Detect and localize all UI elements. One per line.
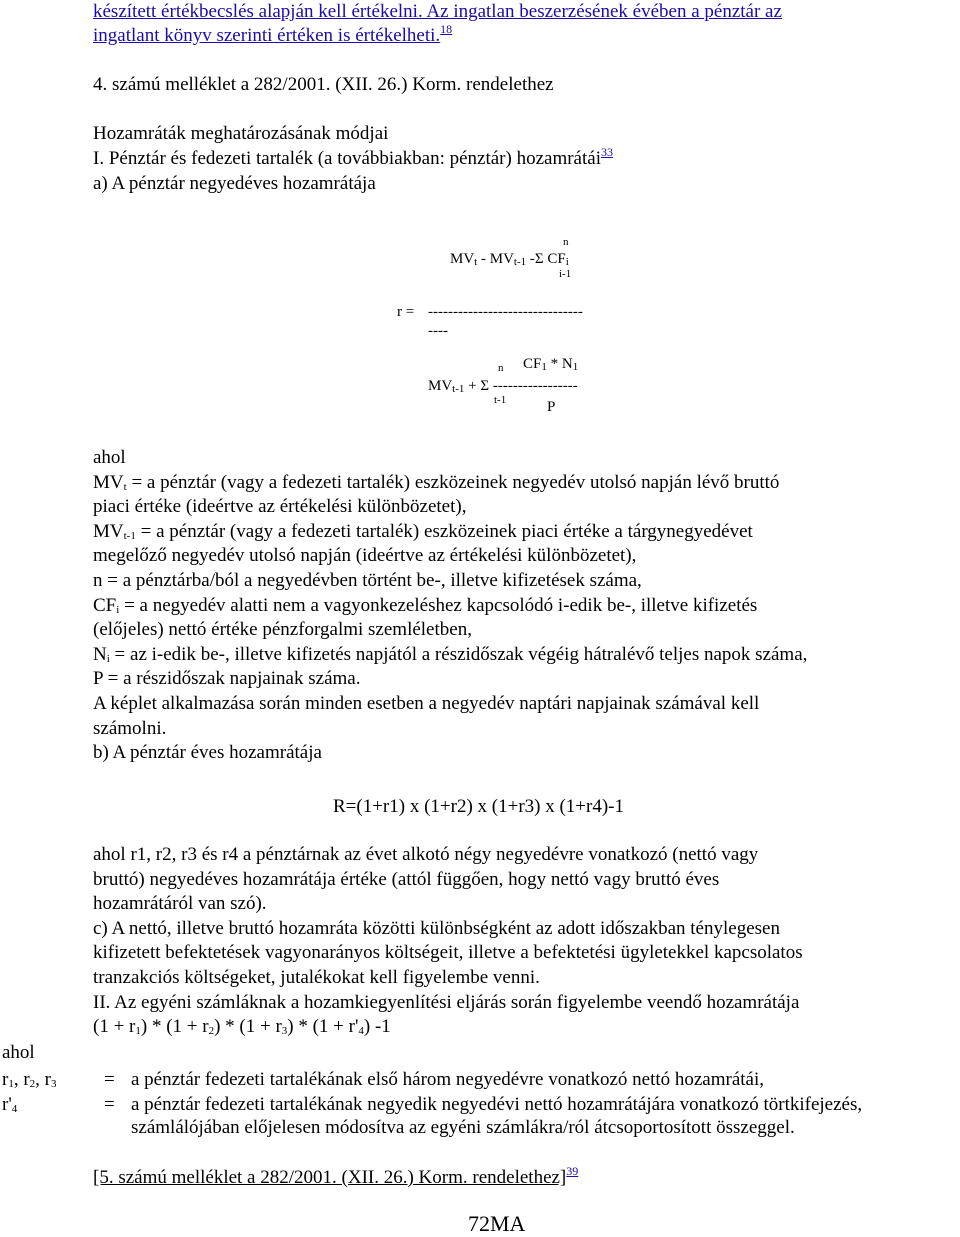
def-cf: $CF_i = a$ negyedév alatti nem a vagyonkezeléshez kapcsolódó i-edik be-, illetve kifizetés [93, 594, 758, 616]
annual-return-formula: R=(1+r1) x (1+r2) x (1+r3) x (1+r4)-1 [333, 796, 625, 817]
formula-fraction-bar: ------------------------------- [428, 304, 583, 320]
formula-r-equals: r = [397, 304, 415, 320]
bottom-reference-text[interactable]: [5. számú melléklet a 282/2001. (XII. 26.) Korm. rendelethez] [93, 1167, 567, 1188]
section-title: Hozamráták meghatározásának módjai [93, 123, 389, 144]
part-one-heading: I. Pénztár és fedezeti tartalék (a továbbiakban: pénztár) hozamrátái$^{33}$ [93, 145, 613, 169]
legend-eq-2: = [104, 1094, 115, 1115]
def-mvt1: $MV_{t-1} = a$ pénztár (vagy a fedezeti tartalék) eszközeinek piaci értéke a tárgynegyedévet [93, 520, 753, 542]
formula-denominator: $MV_{t-1} + \Sigma$ ----------------- [428, 378, 578, 395]
part-b-explanation: ahol r1, r2, r3 és r4 a pénztárnak az évet alkotó négy negyedévre vonatkozó (nettó vagy bruttó) negyedéves hozamrátája értéke (attól függően, hogy nettó vagy bruttó éves hozamrátáról van szó). c) A nettó, illetve bruttó hozamráta közötti különbségként az adott időszakban ténylegesen kifizetett befektetések vagyonarányos költségeit, illetve a befektetési ügyletekkel kapcsolatos tranzakciós költségeket, jutalékokat kell figyelembe venni. II. Az egyéni számláknak a hozamkiegyenlítési eljárás során figyelembe veendő hozamrátája $(1 + r_1) * (1 + r_2) * (1 + r_3) * (1 + r'_4)$ -1 [93, 843, 959, 1040]
footnote-ref-33[interactable]: 33 [600, 145, 613, 159]
formula-num-sigma-upper: n [563, 236, 569, 248]
definitions-ahol: ahol [93, 447, 126, 468]
legend-def-1: a pénztár fedezeti tartalékának első három negyedévre vonatkozó nettó hozamrátái, [131, 1069, 765, 1090]
top-link-line2[interactable]: ingatlant könyv szerinti értéken is értékelheti. [93, 25, 441, 46]
legend-def-2-cont: számlálójában előjelesen módosítva az egyéni számlákra/ról átcsoportosított összeggel. [131, 1117, 795, 1138]
formula-fraction-bar-cont: ---- [428, 323, 448, 339]
part-b-heading: b) A pénztár éves hozamrátája [93, 742, 322, 764]
legend-r4-symbol: $r'_4$ [2, 1094, 18, 1115]
top-link-block[interactable] [93, 0, 959, 48]
bottom-reference[interactable] [93, 1166, 578, 1191]
part-c-text: c) A nettó, illetve bruttó hozamráta közötti különbségként az adott időszakban ténylegesen [93, 917, 780, 939]
footnote-ref-39[interactable]: 39 [566, 1164, 579, 1178]
formula-den-sigma-lower: t-1 [494, 394, 507, 406]
formula-numerator: $MV_t - MV_{t-1}$ -Σ $CF_i$ [450, 251, 569, 268]
def-mvt: $MV_t = a$ pénztár (vagy a fedezeti tartalék) eszközeinek negyedév utolsó napján lévő bruttó [93, 471, 780, 493]
def-p: P = a részidőszak napjainak száma. [93, 668, 361, 690]
legend-eq-1: = [104, 1069, 115, 1090]
part-a-heading: a) A pénztár negyedéves hozamrátája [93, 173, 376, 194]
definitions-block: ahol $MV_t = a$ pénztár (vagy a fedezeti tartalék) eszközeinek negyedév utolsó napján lévő bruttó piaci értéke (ideértve az értékelési különbözetet), $MV_{t-1} = a$ pénztár (vagy a fedezeti tartalék) eszközeinek piaci értéke a tárgynegyedévet megelőző negyedév utolsó napján (ideértve az értékelési különbözetet), n = a pénztárba/ból a negyedévben történt be-, illetve kifizetések száma, $CF_i = a$ negyedév alatti nem a vagyonkezeléshez kapcsolódó i-edik be-, illetve kifizetés (előjeles) nettó értéke pénzforgalmi szemléletben, $N_i$ = az i-edik be-, illetve kifizetés napjától a részidőszak végéig hátralévő teljes napok száma, P = a részidőszak napjainak száma. A képlet alkalmazása során minden esetben a negyedév naptári napjainak számával kell számolni. b) A pénztár éves hozamrátája [93, 446, 959, 766]
legend-r-symbols: $r_1$, $r_2$, $r_3$ [2, 1069, 57, 1090]
legend-def-2: a pénztár fedezeti tartalékának negyedik negyedévi nettó hozamrátájára vonatkozó törtkifejezés, [131, 1094, 863, 1115]
def-n: n = a pénztárba/ból a negyedévben történt be-, illetve kifizetések száma, [93, 569, 642, 591]
calc-note: A képlet alkalmazása során minden esetben a negyedév naptári napjainak számával kell [93, 692, 760, 714]
top-link-line1[interactable]: készített értékbecslés alapján kell értékelni. Az ingatlan beszerzésének évében a pénztár az [93, 1, 782, 22]
annex-heading: 4. számú melléklet a 282/2001. (XII. 26.) Korm. rendelethez [93, 74, 554, 95]
formula-num-sigma-lower: i-1 [559, 268, 572, 280]
formula-den-sigma-upper: n [498, 362, 504, 374]
legend-ahol: ahol [2, 1042, 35, 1063]
part-two-formula: $(1 + r_1) * (1 + r_2) * (1 + r_3) * (1 + r'_4)$ -1 [93, 1016, 391, 1038]
footnote-ref-18[interactable]: 18 [440, 22, 453, 36]
formula-den-p: P [547, 399, 556, 415]
formula-den-inner-numerator: $CF_1 * N_1$ [523, 356, 579, 373]
page-footer: 72MA [468, 1211, 526, 1236]
part-two-heading: II. Az egyéni számláknak a hozamkiegyenlítési eljárás során figyelembe veendő hozamrátája [93, 991, 800, 1013]
def-ni: $N_i$ = az i-edik be-, illetve kifizetés napjától a részidőszak végéig hátralévő teljes napok száma, [93, 643, 808, 665]
